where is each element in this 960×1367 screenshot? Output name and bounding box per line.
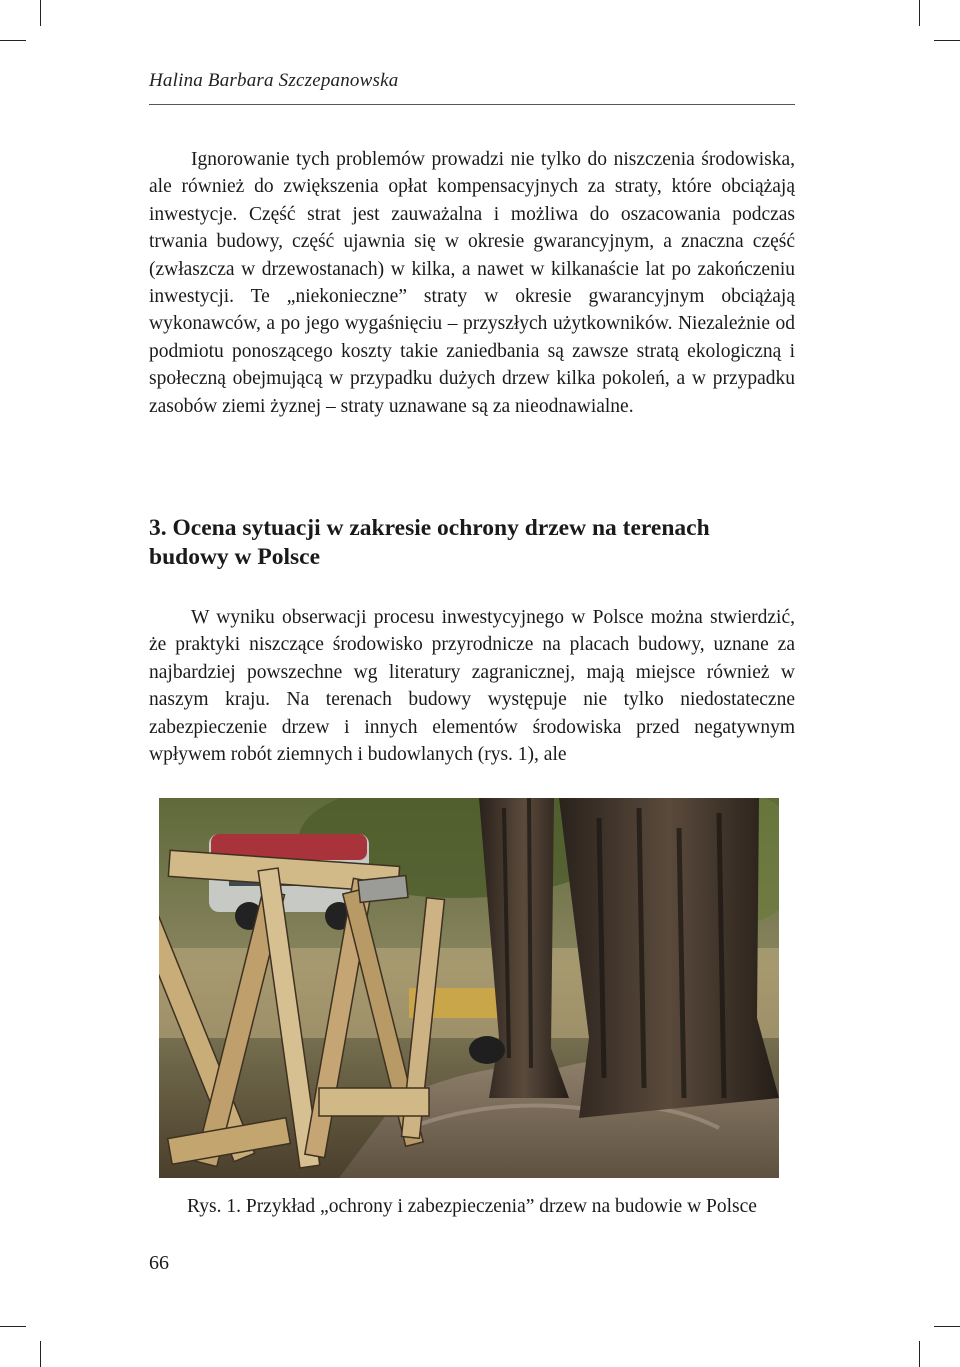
- construction-site-photo: [159, 798, 779, 1178]
- body-paragraph-2: [149, 604, 795, 768]
- crop-mark: [919, 0, 920, 26]
- crop-mark: [40, 0, 41, 26]
- crop-mark: [934, 1326, 960, 1327]
- crop-mark: [0, 40, 26, 41]
- running-header: Halina Barbara Szczepanowska: [149, 70, 399, 91]
- paragraph-2-text: W wyniku obserwacji procesu inwestycyjnego w Polsce można stwierdzić, że praktyki niszczące środowisko przyrodnicze na placach budowy, uznane za najbardziej powszechne wg literatury zagranicznej, mają miejsce również w naszym kraju. Na terenach budowy występuje nie tylko niedostateczne zabezpieczenie drzew i innych elementów środowiska przed negatywnym wpływem robót ziemnych i budowlanych (rys. 1), ale: [149, 607, 795, 766]
- figure-photo: [159, 798, 779, 1178]
- body-paragraph-1: [149, 146, 795, 420]
- paragraph-1-text: Ignorowanie tych problemów prowadzi nie tylko do niszczenia środowiska, ale również do zwiększenia opłat kompensacyjnych za straty, które obciążają inwestycje. Część strat jest zauważalna i możliwa do oszacowania podczas trwania budowy, część ujawnia się w okresie gwarancyjnym, a znaczna część (zwłaszcza w drzewostanach) w kilka, a nawet w kilkanaście lat po zakończeniu inwestycji. Te „niekonieczne” straty w okresie gwarancyjnym obciążają wykonawców, a po jego wygaśnięciu – przyszłych użytkowników. Niezależnie od podmiotu ponoszącego koszty takie zaniedbania są zawsze stratą ekologiczną i społeczną obejmującą w przypadku dużych drzew kilka pokoleń, a w przypadku zasobów ziemi żyznej – straty uznawane są za nieodnawialne.: [149, 149, 795, 417]
- header-rule: [149, 104, 795, 105]
- crop-mark: [934, 40, 960, 41]
- figure-caption: Rys. 1. Przykład „ochrony i zabezpieczenia” drzew na budowie w Polsce: [187, 1196, 757, 1217]
- crop-mark: [919, 1341, 920, 1367]
- crop-mark: [40, 1341, 41, 1367]
- section-heading: 3. Ocena sytuacji w zakresie ochrony drzew na terenach budowy w Polsce: [149, 515, 710, 570]
- crop-mark: [0, 1326, 26, 1327]
- page-number: 66: [149, 1252, 169, 1274]
